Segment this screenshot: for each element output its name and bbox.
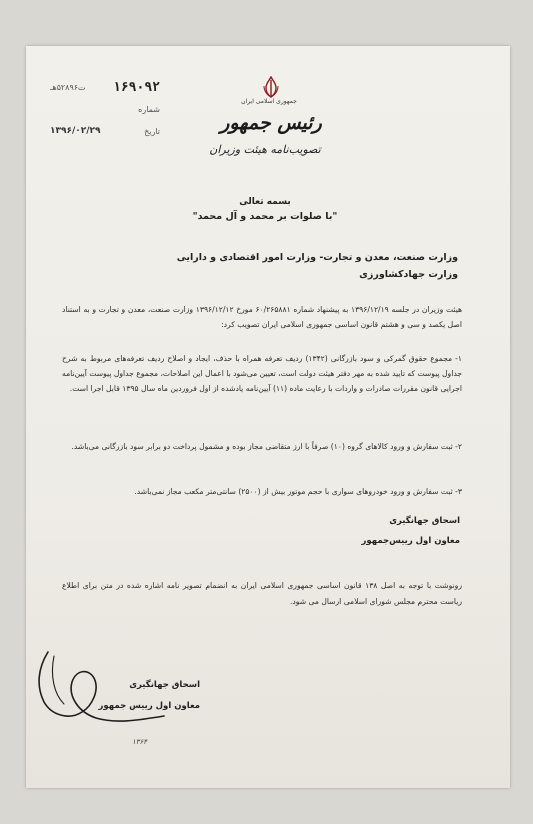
letter-number: ۱۶۹۰۹۲ (113, 79, 160, 95)
header-subtitle: تصویب‌نامه هیئت وزیران (209, 143, 321, 156)
decree-item-3: ۳- ثبت سفارش و ورود خودروهای سواری با حجم موتور بیش از (۲۵۰۰) سانتی‌متر مکعب مجاز نمی‌باشد. (134, 487, 462, 496)
decree-item-2: ۲- ثبت سفارش و ورود کالاهای گروه (۱۰) صرفاً با ارز متقاضی مجاز بوده و مشمول پرداخت دو برابر سود بازرگانی می‌باشد. (71, 442, 462, 451)
basmala: بسمه تعالی (239, 197, 291, 207)
addressee-line-2: وزارت جهادکشاورزی (359, 269, 458, 280)
salavat: "با صلوات بر محمد و آل محمد" (192, 211, 338, 222)
decree-intro: هیئت وزیران در جلسه ۱۳۹۶/۱۲/۱۹ به پیشنهاد شماره ۶۰/۲۶۵۸۸۱ مورخ ۱۳۹۶/۱۲/۱۲ وزارت صنعت، معدن و تجارت و به استناد اصل یکصد و سی و هشتم قانون اساسی جمهوری اسلامی ایران تصویب کرد: (62, 305, 462, 329)
bottom-signature-block (60, 680, 200, 711)
header-org: جمهوری اسلامی ایران (241, 98, 297, 105)
header-title: رئیس جمهور (220, 112, 322, 134)
number-label-row (50, 98, 160, 120)
signatory-title: معاون اول رییس‌جمهور (361, 536, 460, 546)
bottom-signatory-name: اسحاق جهانگیری (129, 680, 200, 690)
number-label: شماره (138, 104, 160, 114)
signatory-name: اسحاق جهانگیری (389, 516, 460, 526)
letter-date-row (50, 120, 160, 142)
iran-emblem-icon (262, 76, 280, 98)
letter-meta (50, 76, 160, 142)
clerk-initials: ۱۳۶۴ (132, 738, 148, 746)
signature-block (220, 516, 460, 546)
letter-date: ۱۳۹۶/۰۲/۲۹ (50, 126, 101, 136)
bottom-signatory-title: معاون اول رییس جمهور (98, 701, 200, 711)
date-label: تاریخ (144, 126, 160, 136)
copy-note: رونوشت با توجه به اصل ۱۳۸ قانون اساسی جمهوری اسلامی ایران به انضمام تصویر نامه اشاره شده در متن برای اطلاع ریاست محترم مجلس شورای اسلامی ارسال می شود. (62, 581, 462, 606)
addressee-line-1: وزارت صنعت، معدن و تجارت- وزارت امور اقتصادی و دارایی (176, 252, 458, 263)
letter-number-row (50, 76, 160, 98)
letter-file-ref: ت۵۲۸۹۶هـ (50, 82, 86, 92)
decree-item-1: ۱- مجموع حقوق گمرکی و سود بازرگانی (۱۳۴۲) ردیف تعرفه همراه با حذف، ایجاد و اصلاح ردیف تعرفه‌های مربوط به شرح جداول پیوست که تایید شده به مهر دفتر هیئت دولت است، تعیین می‌شود با اعمال این اصلاحات، مجموع جداول پیوست آیین‌نامه اجرایی قانون مقررات صادرات و واردات با رعایت ماده (۱۱) آیین‌نامه یادشده از اول فروردین ماه سال ۱۳۹۵ قابل اجرا است. (62, 354, 462, 393)
